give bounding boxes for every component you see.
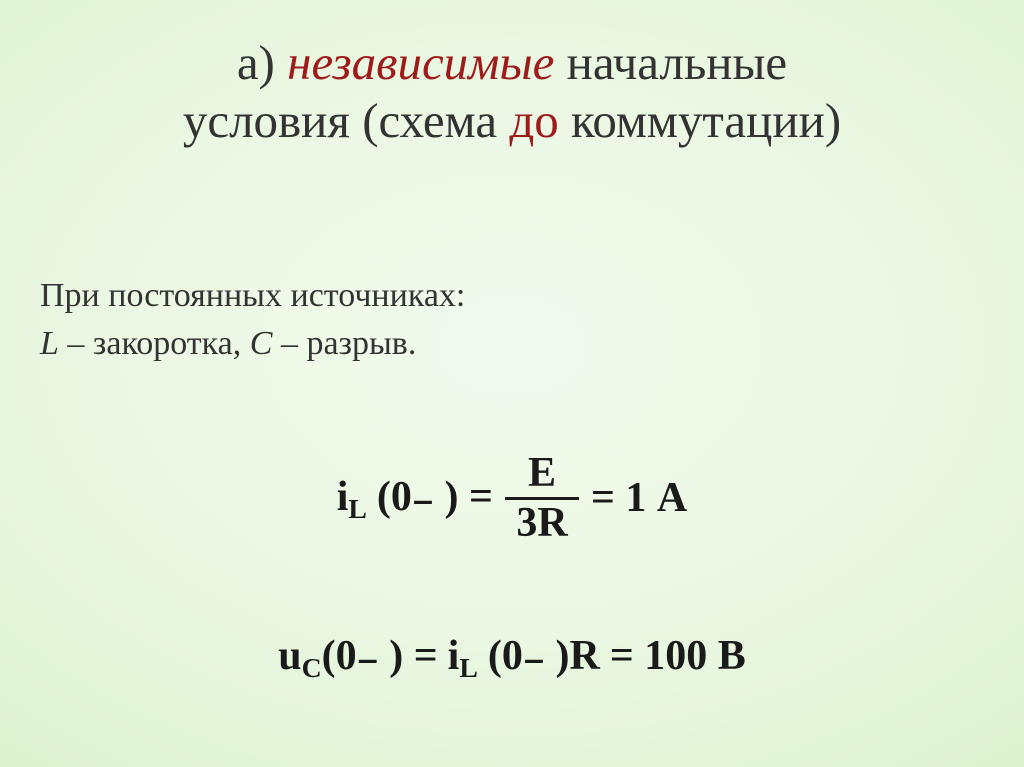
title-emphasis-do: до <box>509 92 559 148</box>
title-emphasis-nezavisimye: независимые <box>287 35 555 90</box>
formula2-mid-argument: (0₋ )R <box>487 633 600 679</box>
formula2-subscript-C: C <box>301 651 322 683</box>
formula-capacitor-voltage <box>0 630 1024 684</box>
formula1-numerator: E <box>527 450 556 496</box>
formula1-rhs: = 1 А <box>590 475 688 522</box>
formula1-fraction <box>505 452 579 545</box>
body-line-2 <box>40 320 465 368</box>
title-line2-suffix: коммутации) <box>558 92 842 148</box>
variable-C: C <box>249 325 273 363</box>
formula1-symbol-i: i <box>336 474 349 521</box>
formula2-symbol-i: i <box>447 633 460 679</box>
title-line-2 <box>0 92 1024 150</box>
variable-L: L <box>40 325 59 363</box>
page-title <box>0 34 1024 150</box>
formula-inductor-current <box>0 452 1024 545</box>
formula1-argument: (0₋ ) = <box>376 474 493 521</box>
formula1-lhs <box>337 471 493 525</box>
body-text <box>40 272 465 369</box>
formula2-argument: (0₋ ) = <box>321 633 438 679</box>
body-line2-mid: – закоротка, <box>58 325 250 363</box>
formula2-rhs: = 100 В <box>609 633 746 679</box>
title-line2-prefix: условия (схема <box>182 92 510 148</box>
body-line2-end: – разрыв. <box>272 325 417 363</box>
formula1-subscript-L: L <box>348 493 367 525</box>
formula2-symbol-u: u <box>278 633 302 679</box>
body-line-1: При постоянных источниках: <box>40 277 466 314</box>
formula1-denominator: 3R <box>516 499 568 546</box>
title-prefix: а) <box>236 35 288 90</box>
title-line-1 <box>0 34 1024 92</box>
formula2-subscript-L: L <box>459 651 478 683</box>
title-suffix: начальные <box>554 35 788 90</box>
